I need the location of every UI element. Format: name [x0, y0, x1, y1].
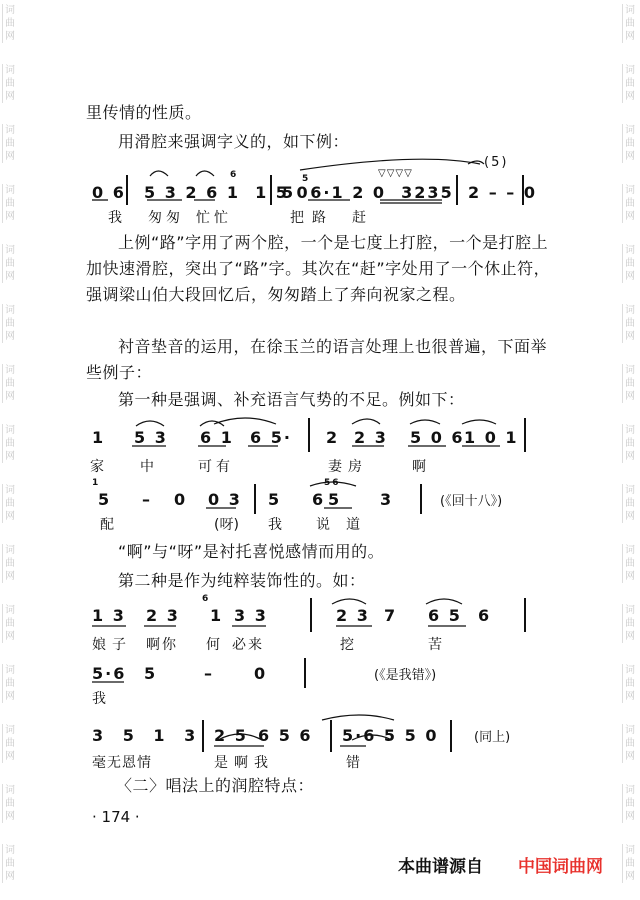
lyric: 赶: [352, 210, 380, 226]
lyric: 毫无恩情: [92, 755, 152, 771]
note: –: [142, 490, 152, 509]
lyric: 啊你: [146, 637, 178, 653]
watermark: 词曲网: [622, 604, 639, 643]
note: 3: [380, 490, 394, 509]
paragraph-5: 第一种是强调、补充语言气势的不足。例如下：: [118, 390, 465, 409]
lyric: 我: [108, 210, 122, 226]
note: 1: [92, 428, 106, 447]
lyric: 必来: [232, 637, 264, 653]
grace-note: 1: [92, 478, 101, 488]
note: 0: [254, 664, 268, 683]
watermark: 词曲网: [2, 844, 19, 883]
watermark: 词曲网: [2, 544, 19, 583]
lyric: 匆匆: [148, 210, 184, 226]
watermark: 词曲网: [2, 424, 19, 463]
bar-line: [524, 598, 526, 632]
notes: 0 6: [92, 183, 126, 202]
grace-note: 5: [302, 174, 311, 184]
bar-line: [304, 658, 306, 688]
watermark: 词曲网: [2, 664, 19, 703]
watermark: 词曲网: [622, 184, 639, 223]
paragraph-3: 上例“路”字用了两个腔，一个是七度上打腔，一个是打腔上加快速滑腔，突出了“路”字。其次在“赶”字处用了一个休止符，强调梁山伯大段回忆后，匆匆踏上了奔向祝家之程。: [86, 233, 551, 304]
lyric: 我: [268, 517, 296, 533]
ornament-marks: ▽▽▽▽: [378, 168, 413, 179]
note: 5: [144, 664, 158, 683]
note: 5: [98, 490, 112, 509]
lyric: 娘子: [92, 637, 132, 653]
lyric: 错: [346, 755, 374, 771]
lyric: (呀): [214, 517, 239, 533]
lyric: 挖: [340, 637, 368, 653]
watermark: 词曲网: [622, 844, 639, 883]
note: 6 5 6: [258, 726, 313, 745]
note: 6 1: [200, 428, 234, 447]
note: 3 3: [234, 606, 268, 625]
watermark: 词曲网: [622, 304, 639, 343]
watermark: 词曲网: [2, 124, 19, 163]
watermark: 词曲网: [622, 424, 639, 463]
lyric: 是啊我: [214, 755, 274, 771]
watermark: 词曲网: [622, 244, 639, 283]
source-reference: (同上): [474, 730, 511, 745]
watermark: 词曲网: [2, 484, 19, 523]
paragraph-7: 第二种是作为纯粹装饰性的。如：: [118, 571, 366, 590]
lyric: 配: [100, 517, 128, 533]
note: 2: [326, 428, 340, 447]
note: 5·6 5 5 0: [342, 726, 439, 745]
lyric: 可有: [198, 459, 234, 475]
paragraph-4: 衬音垫音的运用，在徐玉兰的语言处理上也很普遍，下面举些例子：: [86, 337, 548, 382]
watermark: 词曲网: [2, 724, 19, 763]
tail-mark: (5): [484, 155, 509, 170]
watermark: 词曲网: [622, 784, 639, 823]
note: 0: [174, 490, 188, 509]
lyric: 说: [316, 517, 344, 533]
source-reference: (《是我错》): [374, 668, 437, 683]
note: 0 3: [208, 490, 242, 509]
notes: 2 – – 0: [468, 183, 537, 202]
watermark: 词曲网: [622, 4, 639, 43]
note: 5: [328, 490, 342, 509]
note: 2 3: [354, 428, 388, 447]
watermark: 词曲网: [622, 364, 639, 403]
paragraph-6: “啊”与“呀”是衬托喜悦感情而用的。: [118, 542, 385, 561]
source-reference: (《回十八》): [440, 494, 503, 509]
grace-note: 56: [324, 478, 341, 488]
lyric: 忙忙: [196, 210, 232, 226]
watermark: 词曲网: [2, 604, 19, 643]
watermark: 词曲网: [622, 664, 639, 703]
lyric: 苦: [428, 637, 456, 653]
page-number: · 174 ·: [92, 808, 140, 826]
lyric: 中: [140, 459, 168, 475]
watermark: 词曲网: [2, 244, 19, 283]
footer-site-name: 中国词曲网: [518, 857, 603, 877]
note: 5·6: [92, 664, 127, 683]
lyric: 把路: [290, 210, 334, 226]
grace-note: 6: [230, 170, 239, 180]
paragraph-8: 〈二〉唱法上的润腔特点：: [116, 776, 315, 795]
note: 2 5: [214, 726, 248, 745]
note: 7: [384, 606, 398, 625]
bar-line: [330, 720, 332, 752]
paragraph-1: 里传情的性质。: [86, 103, 202, 122]
watermark: 词曲网: [2, 184, 19, 223]
note: 6: [312, 490, 326, 509]
lyric: 妻房: [328, 459, 368, 475]
watermark: 词曲网: [2, 304, 19, 343]
watermark: 词曲网: [622, 124, 639, 163]
bar-line: [450, 720, 452, 752]
lyric: 何: [206, 637, 234, 653]
watermark: 词曲网: [2, 784, 19, 823]
watermark: 词曲网: [2, 4, 19, 43]
note: 5 3: [134, 428, 168, 447]
watermark: 词曲网: [2, 364, 19, 403]
note: 6 5: [428, 606, 462, 625]
watermark: 词曲网: [2, 64, 19, 103]
note: 6 5·: [250, 428, 292, 447]
note: 6: [478, 606, 492, 625]
paragraph-2: 用滑腔来强调字义的，如下例：: [118, 132, 350, 151]
note: –: [204, 664, 214, 683]
bar-line: [310, 598, 312, 632]
lyric: 我: [92, 691, 120, 707]
watermark: 词曲网: [622, 64, 639, 103]
note: 5: [268, 490, 282, 509]
lyric: 道: [346, 517, 374, 533]
watermark: 词曲网: [622, 484, 639, 523]
notes: 5 3 2 6 1 1 5 0: [144, 183, 310, 202]
notes: 5 6·1 2 0 3235: [282, 183, 454, 202]
lyric: 家: [90, 459, 118, 475]
note: 3 5 1 3: [92, 726, 203, 745]
lyric: 啊: [412, 459, 440, 475]
watermark: 词曲网: [622, 544, 639, 583]
note: 1: [210, 606, 224, 625]
note: 1 3: [92, 606, 126, 625]
note: 2 3: [146, 606, 180, 625]
grace-note: 6: [202, 594, 211, 604]
note: 2 3: [336, 606, 370, 625]
footer-source-label: 本曲谱源自: [398, 857, 483, 877]
note: 5 0 6: [410, 428, 465, 447]
note: 1 0 1: [464, 428, 519, 447]
watermark: 词曲网: [622, 724, 639, 763]
